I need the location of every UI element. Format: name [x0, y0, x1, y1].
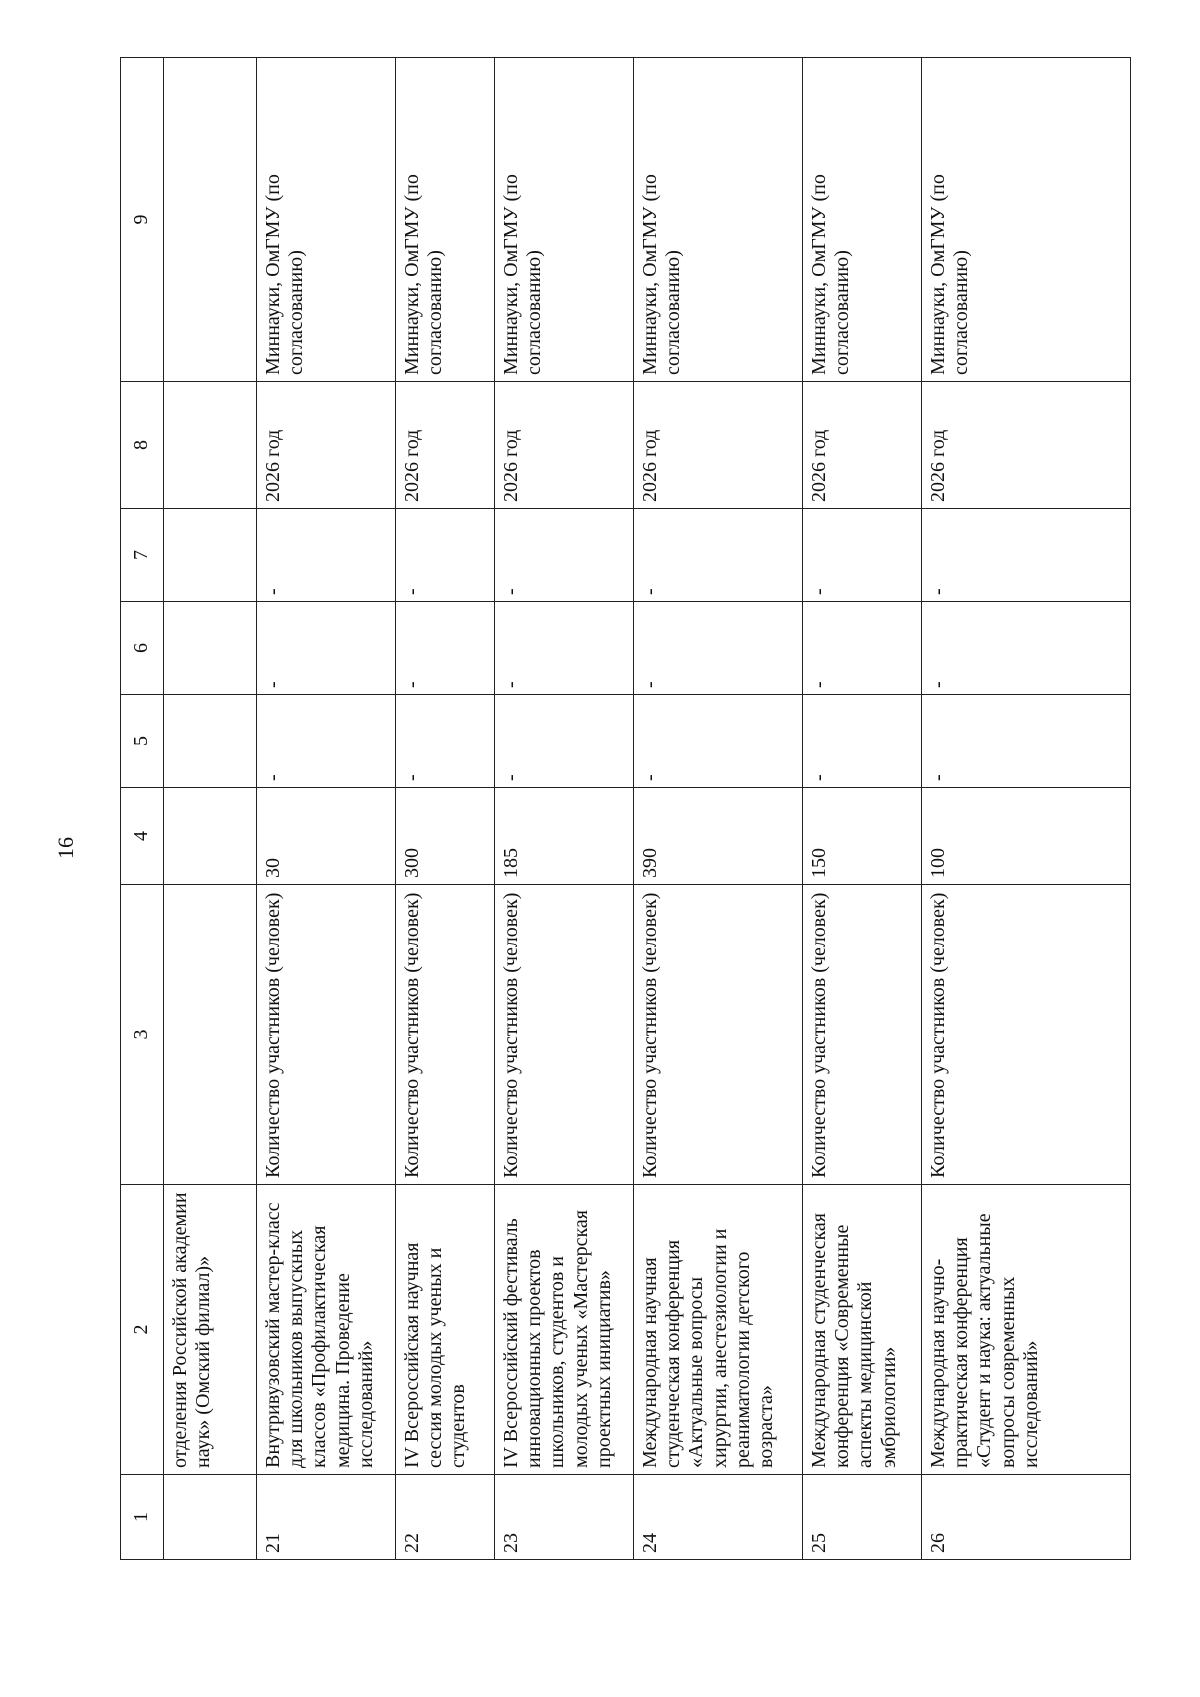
col7-value: - [257, 509, 396, 602]
col6-value: - [495, 602, 634, 695]
header-cell: 8 [121, 382, 164, 509]
page-number: 16 [53, 837, 78, 859]
table-cell [164, 695, 257, 788]
col7-value: - [396, 509, 495, 602]
row-number: 23 [495, 1475, 634, 1560]
year: 2026 год [634, 382, 803, 509]
header-cell: 1 [121, 1475, 164, 1560]
continuation-row [164, 58, 257, 1560]
table-cell [164, 58, 257, 382]
table-cell [164, 1475, 257, 1560]
header-cell: 7 [121, 509, 164, 602]
col6-value: - [803, 602, 922, 695]
activity-name: Внутривузовский мастер-класс для школьников выпускных классов «Профилактическая медицина. Проведение исследований» [257, 1185, 396, 1475]
year: 2026 год [922, 382, 1131, 509]
indicator: Количество участников (человек) [803, 885, 922, 1185]
indicator: Количество участников (человек) [396, 885, 495, 1185]
indicator-value: 100 [922, 788, 1131, 885]
col5-value: - [495, 695, 634, 788]
activity-name: Международная студенческая конференция «Современные аспекты медицинской эмбриологии» [803, 1185, 922, 1475]
row-number: 26 [922, 1475, 1131, 1560]
header-cell: 5 [121, 695, 164, 788]
executor: Миннауки, ОмГМУ (по согласованию) [495, 58, 634, 382]
col7-value: - [922, 509, 1131, 602]
table-cell [164, 509, 257, 602]
indicator: Количество участников (человек) [495, 885, 634, 1185]
indicator: Количество участников (человек) [922, 885, 1131, 1185]
indicator-value: 185 [495, 788, 634, 885]
activity-name: Международная научно-практическая конференция «Студент и наука: актуальные вопросы современных исследований» [922, 1185, 1131, 1475]
indicator: Количество участников (человек) [634, 885, 803, 1185]
table-row [922, 58, 1131, 1560]
indicator-value: 150 [803, 788, 922, 885]
row-number: 21 [257, 1475, 396, 1560]
col6-value: - [922, 602, 1131, 695]
executor: Миннауки, ОмГМУ (по согласованию) [922, 58, 1131, 382]
executor: Миннауки, ОмГМУ (по согласованию) [396, 58, 495, 382]
year: 2026 год [803, 382, 922, 509]
row-number: 22 [396, 1475, 495, 1560]
header-cell: 9 [121, 58, 164, 382]
col6-value: - [396, 602, 495, 695]
activities-table [120, 57, 1131, 1560]
col5-value: - [634, 695, 803, 788]
col5-value: - [396, 695, 495, 788]
table-cell: отделения Российской академии наук» (Омский филиал)» [164, 1185, 257, 1475]
header-cell: 4 [121, 788, 164, 885]
col7-value: - [803, 509, 922, 602]
year: 2026 год [396, 382, 495, 509]
table-cell [164, 382, 257, 509]
year: 2026 год [257, 382, 396, 509]
col7-value: - [634, 509, 803, 602]
activity-name: IV Всероссийский фестиваль инновационных проектов школьников, студентов и молодых ученых «Мастерская проектных инициатив» [495, 1185, 634, 1475]
header-cell: 6 [121, 602, 164, 695]
col7-value: - [495, 509, 634, 602]
col5-value: - [922, 695, 1131, 788]
header-cell: 3 [121, 885, 164, 1185]
table-row [495, 58, 634, 1560]
col6-value: - [257, 602, 396, 695]
year: 2026 год [495, 382, 634, 509]
executor: Миннауки, ОмГМУ (по согласованию) [257, 58, 396, 382]
col5-value: - [803, 695, 922, 788]
row-number: 25 [803, 1475, 922, 1560]
table-row [396, 58, 495, 1560]
executor: Миннауки, ОмГМУ (по согласованию) [634, 58, 803, 382]
row-number: 24 [634, 1475, 803, 1560]
activity-name: IV Всероссийская научная сессия молодых ученых и студентов [396, 1185, 495, 1475]
table-cell [164, 788, 257, 885]
table-header-row [121, 58, 164, 1560]
table-cell [164, 602, 257, 695]
header-cell: 2 [121, 1185, 164, 1475]
executor: Миннауки, ОмГМУ (по согласованию) [803, 58, 922, 382]
indicator-value: 30 [257, 788, 396, 885]
table-cell [164, 885, 257, 1185]
col5-value: - [257, 695, 396, 788]
table-row [803, 58, 922, 1560]
indicator-value: 300 [396, 788, 495, 885]
table-row [634, 58, 803, 1560]
indicator: Количество участников (человек) [257, 885, 396, 1185]
activity-name: Международная научная студенческая конференция «Актуальные вопросы хирургии, анестезиологии и реаниматологии детского возраста» [634, 1185, 803, 1475]
rotated-table-container [120, 58, 1050, 1560]
col6-value: - [634, 602, 803, 695]
table-row [257, 58, 396, 1560]
indicator-value: 390 [634, 788, 803, 885]
